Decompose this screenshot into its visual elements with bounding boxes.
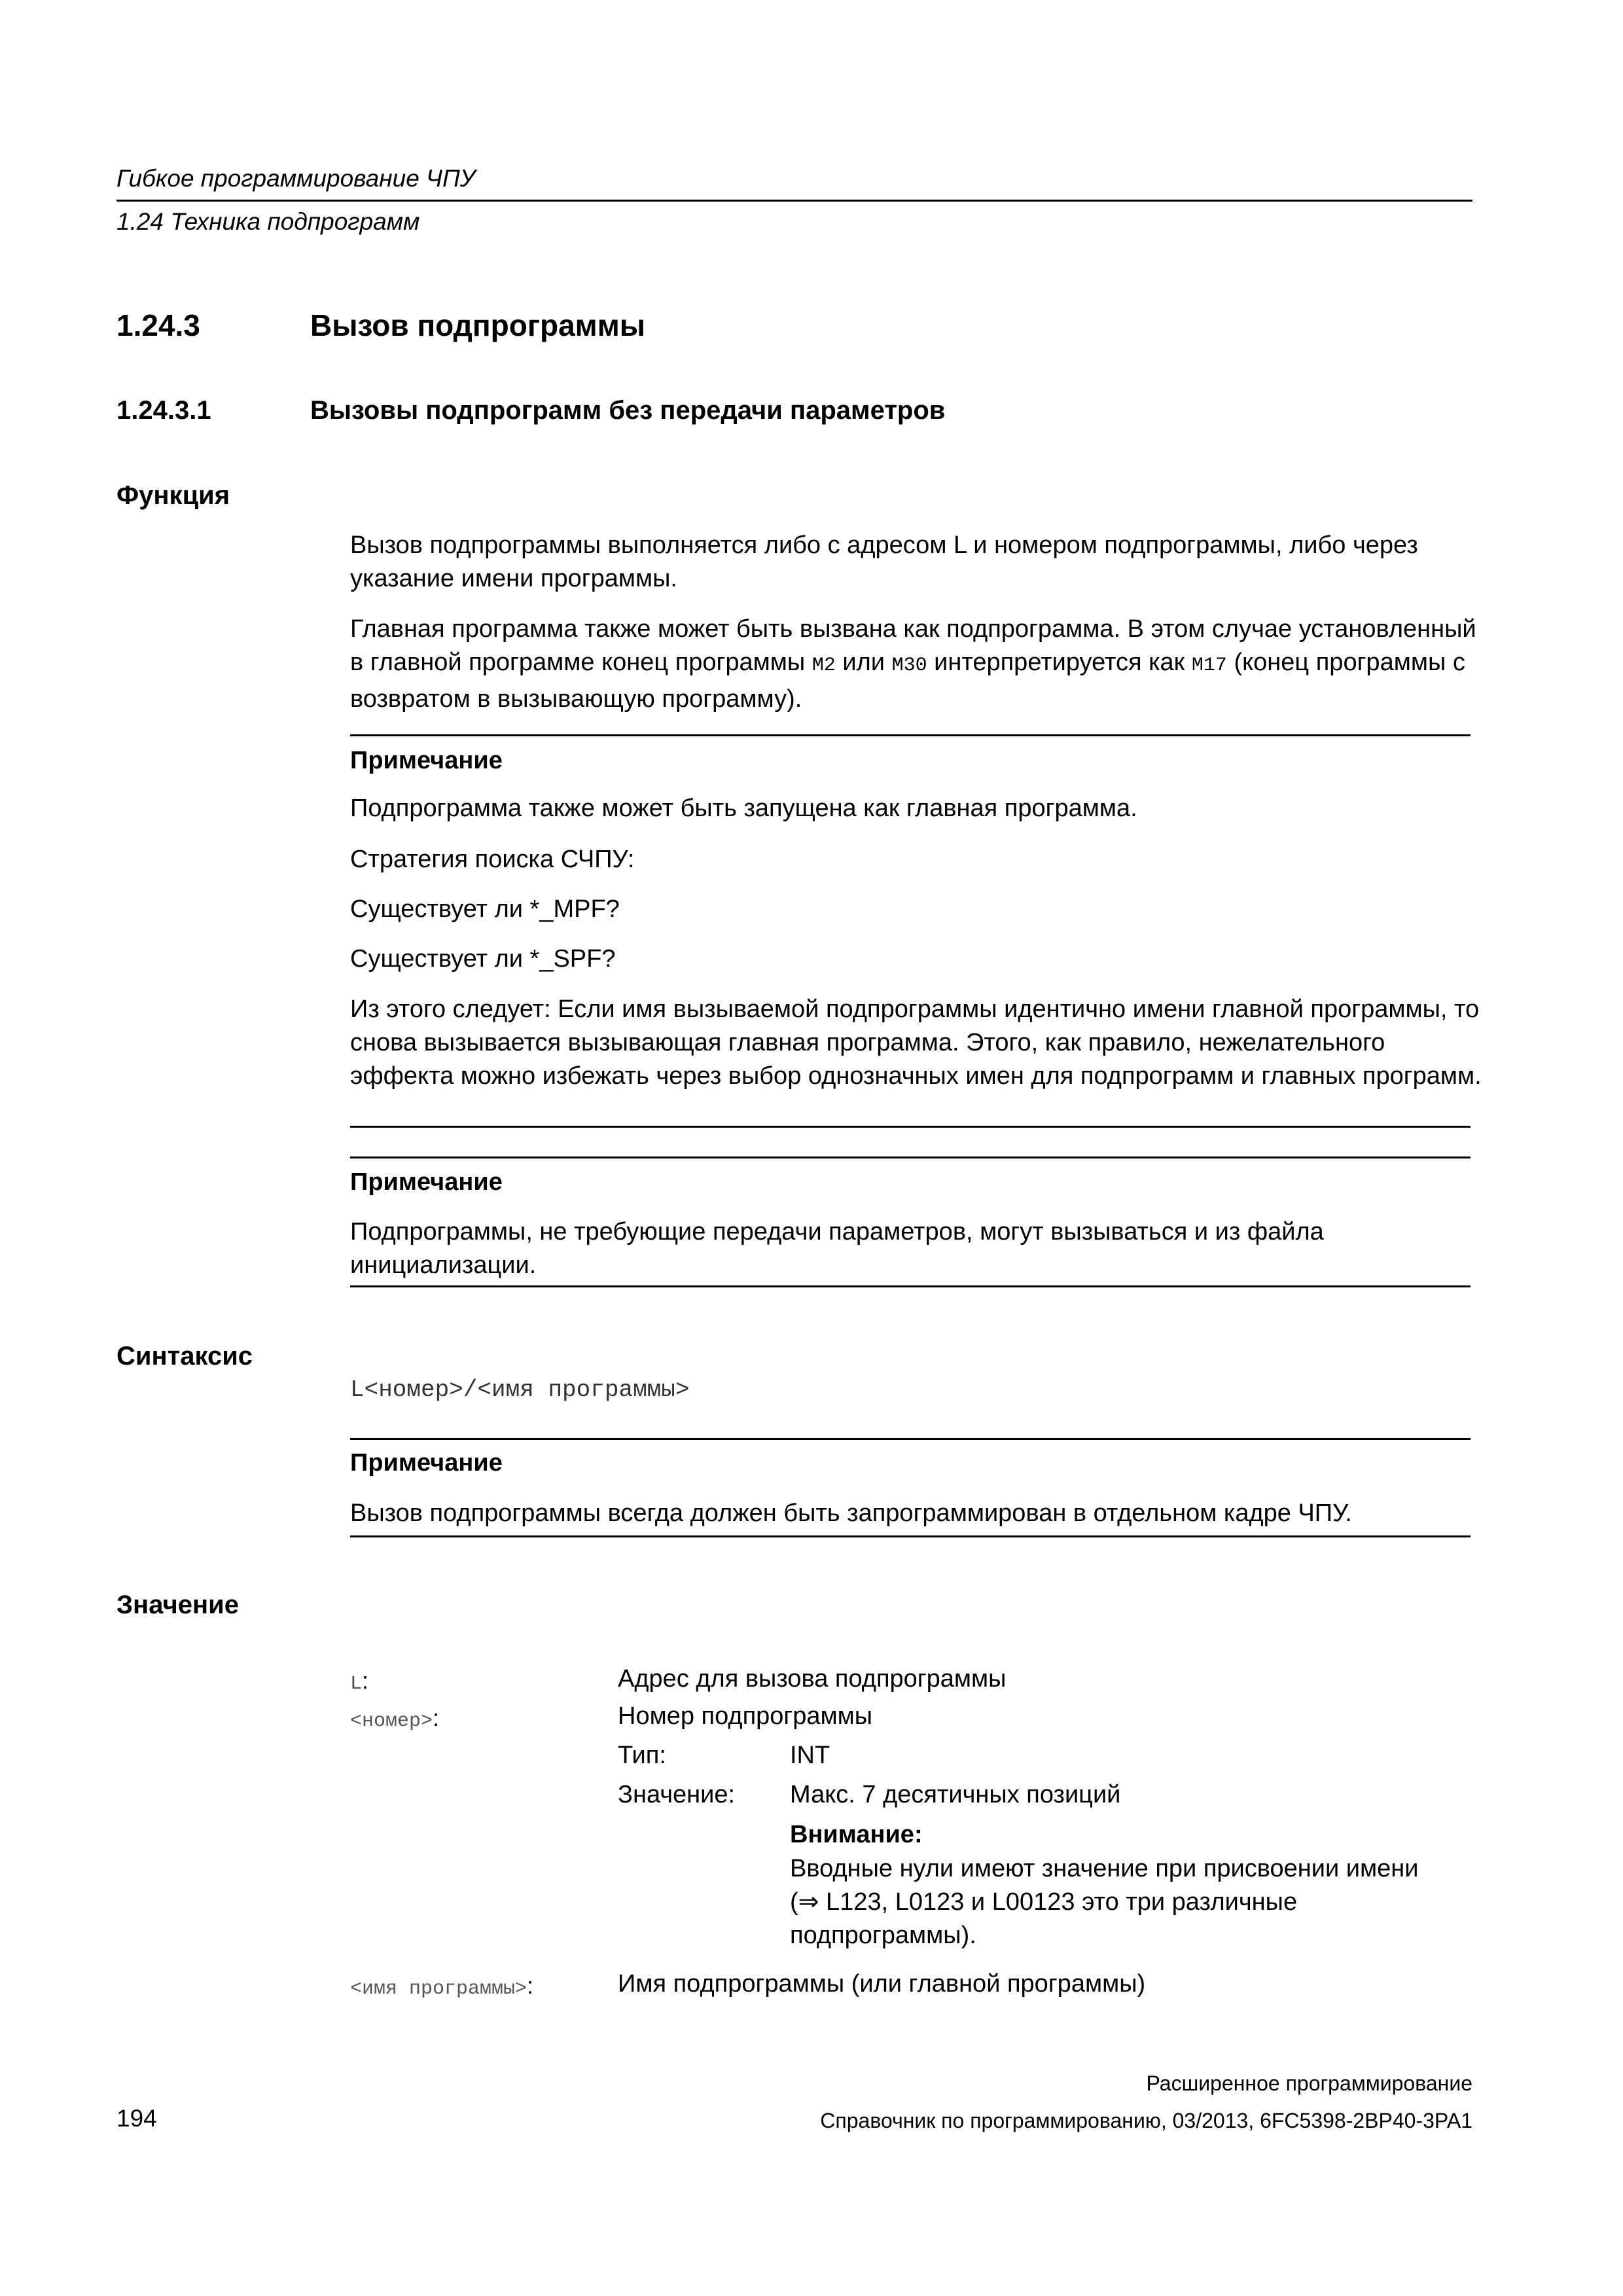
type-label: Тип:	[618, 1742, 666, 1769]
type-value: INT	[790, 1742, 830, 1769]
attention-text: Вводные нули имеют значение при присвоении имени (⇒ L123, L0123 и L00123 это три различные подпрограммы).	[790, 1855, 1419, 1949]
header-chapter: Гибкое программирование ЧПУ	[116, 165, 476, 192]
syntax-code: L<номер>/<имя программы>	[350, 1376, 690, 1403]
function-para-1: Вызов подпрограммы выполняется либо с адресом L и номером подпрограммы, либо через указание имени программы.	[350, 531, 1418, 592]
note1-line-4: Существует ли *_SPF?	[350, 945, 616, 973]
meaning-heading: Значение	[116, 1590, 239, 1619]
note3-top-rule	[350, 1438, 1471, 1440]
note1-title: Примечание	[350, 747, 503, 774]
param-l-label: L:	[350, 1667, 369, 1695]
header-section: 1.24 Техника подпрограмм	[116, 208, 420, 235]
note3-para: Вызов подпрограммы всегда должен быть запрограммирован в отдельном кадре ЧПУ.	[350, 1499, 1352, 1527]
note1-para: Из этого следует: Если имя вызываемой подпрограммы идентично имени главной программы, то снова вызывается вызывающая главная программа. Этого, как правило, нежелательного эффекта можно избежать через выбор однозначных имен для подпрограмм и главных программ.	[350, 996, 1482, 1090]
note1-top-rule	[350, 734, 1471, 736]
value-label: Значение:	[618, 1781, 736, 1808]
param-program-name-label: <имя программы>:	[350, 1972, 534, 2000]
value-value: Макс. 7 десятичных позиций	[790, 1781, 1121, 1808]
syntax-heading: Синтаксис	[116, 1342, 253, 1371]
note3-title: Примечание	[350, 1449, 503, 1477]
subsection-number: 1.24.3.1	[116, 396, 211, 425]
note2-title: Примечание	[350, 1168, 503, 1196]
param-program-name-desc: Имя подпрограммы (или главной программы)	[618, 1970, 1146, 1998]
footer-book-title: Расширенное программирование	[1146, 2072, 1472, 2095]
note1-line-2: Стратегия поиска СЧПУ:	[350, 846, 635, 873]
footer-reference: Справочник по программированию, 03/2013, 6FC5398-2BP40-3PA1	[820, 2109, 1472, 2132]
subsection-title: Вызовы подпрограмм без передачи параметров	[310, 396, 946, 425]
note2-top-rule	[350, 1157, 1471, 1158]
code-m30: M30	[891, 655, 927, 677]
note1-line-3: Существует ли *_MPF?	[350, 895, 620, 923]
note2-bottom-rule	[350, 1285, 1471, 1287]
header-rule	[116, 200, 1472, 202]
note2-para: Подпрограммы, не требующие передачи параметров, могут вызываться и из файла инициализации.	[350, 1218, 1324, 1279]
note3-bottom-rule	[350, 1535, 1471, 1537]
note1-bottom-rule	[350, 1126, 1471, 1128]
param-number-label: <номер>:	[350, 1704, 440, 1732]
note1-line-1: Подпрограмма также может быть запущена как главная программа.	[350, 795, 1137, 822]
param-l-desc: Адрес для вызова подпрограммы	[618, 1665, 1007, 1693]
code-m2: M2	[812, 655, 836, 677]
page-number: 194	[116, 2105, 157, 2132]
function-para-2: Главная программа также может быть вызвана как подпрограмма. В этом случае установленный в главной программе конец программы M2 или M30 интерпретируется как M17 (конец программы с возвратом в вызывающую программу).	[350, 615, 1476, 713]
function-heading: Функция	[116, 481, 230, 510]
code-m17: M17	[1191, 655, 1227, 677]
param-number-desc: Номер подпрограммы	[618, 1702, 873, 1730]
section-number: 1.24.3	[116, 308, 200, 342]
section-title: Вызов подпрограммы	[310, 308, 646, 342]
attention-title: Внимание:	[790, 1821, 923, 1848]
